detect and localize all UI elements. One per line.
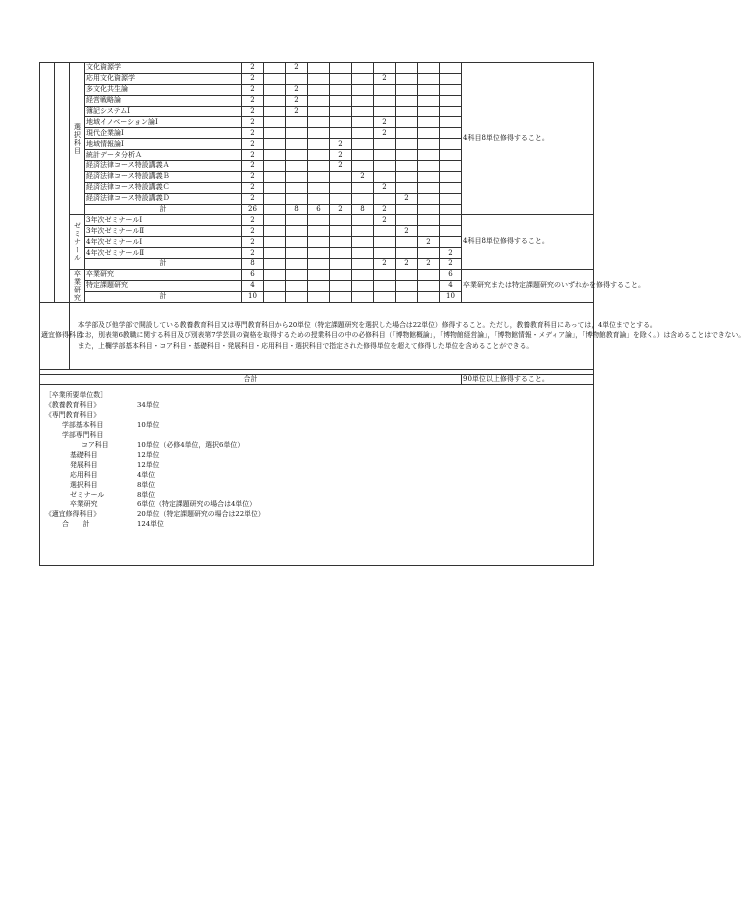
year-term-cell <box>396 237 418 248</box>
year-term-cell: 2 <box>330 139 352 150</box>
summary-label: 合 計 <box>62 520 90 529</box>
course-credits: 2 <box>242 128 264 139</box>
year-term-cell <box>396 84 418 95</box>
year-term-cell <box>352 248 374 259</box>
year-term-cell <box>264 182 286 193</box>
year-term-cell <box>264 73 286 84</box>
total-year-cell <box>330 259 352 270</box>
year-term-cell <box>330 106 352 117</box>
course-name: 卒業研究 <box>85 269 242 280</box>
year-term-cell <box>330 226 352 237</box>
year-term-cell <box>352 237 374 248</box>
summary-label: 《専門教育科目》 <box>45 411 101 420</box>
year-term-cell <box>352 73 374 84</box>
table-row <box>40 63 594 74</box>
year-term-cell <box>308 226 330 237</box>
graduation-requirements-summary <box>39 385 594 566</box>
year-term-cell <box>330 117 352 128</box>
year-term-cell <box>330 269 352 280</box>
year-term-cell <box>374 171 396 182</box>
year-term-cell <box>352 84 374 95</box>
year-term-cell <box>418 161 440 172</box>
year-term-cell <box>440 73 462 84</box>
course-credits: 2 <box>242 237 264 248</box>
year-term-cell <box>396 269 418 280</box>
total-year-cell <box>418 291 440 302</box>
course-name: 統計データ分析Ａ <box>85 150 242 161</box>
course-name: 特定課題研究 <box>85 280 242 291</box>
year-term-cell <box>330 215 352 226</box>
year-term-cell <box>418 63 440 74</box>
year-term-cell <box>440 95 462 106</box>
course-credits: 2 <box>242 193 264 204</box>
total-year-cell: 2 <box>330 204 352 215</box>
sentaku-group-label: 選択科目 <box>70 63 85 215</box>
total-credits: 10 <box>242 291 264 302</box>
total-year-cell <box>396 204 418 215</box>
course-name: 経済法律コース特設講義Ｄ <box>85 193 242 204</box>
year-term-cell <box>374 84 396 95</box>
year-term-cell <box>418 73 440 84</box>
course-credits: 2 <box>242 139 264 150</box>
grand-total-label: 合計 <box>40 374 462 385</box>
year-term-cell <box>418 139 440 150</box>
course-credits: 2 <box>242 63 264 74</box>
year-term-cell <box>440 84 462 95</box>
course-credits: 2 <box>242 182 264 193</box>
year-term-cell <box>286 128 308 139</box>
year-term-cell <box>352 269 374 280</box>
summary-value: 20単位（特定課題研究の場合は22単位） <box>137 510 265 519</box>
year-term-cell <box>264 128 286 139</box>
course-name: 経済法律コース特設講義Ａ <box>85 161 242 172</box>
course-credits: 2 <box>242 106 264 117</box>
year-term-cell <box>286 237 308 248</box>
course-name: 簿記システムⅠ <box>85 106 242 117</box>
year-term-cell <box>264 280 286 291</box>
course-credits: 4 <box>242 280 264 291</box>
total-year-cell: 2 <box>374 259 396 270</box>
year-term-cell <box>396 139 418 150</box>
course-credits: 2 <box>242 73 264 84</box>
summary-label: 学部専門科目 <box>62 431 104 440</box>
year-term-cell <box>352 215 374 226</box>
year-term-cell <box>440 171 462 182</box>
year-term-cell <box>352 128 374 139</box>
year-term-cell <box>330 128 352 139</box>
year-term-cell <box>374 150 396 161</box>
year-term-cell <box>330 193 352 204</box>
year-term-cell <box>264 193 286 204</box>
year-term-cell <box>264 161 286 172</box>
course-name: 多文化共生論 <box>85 84 242 95</box>
year-term-cell <box>352 226 374 237</box>
total-year-cell <box>286 259 308 270</box>
year-term-cell: 2 <box>418 237 440 248</box>
year-term-cell <box>264 171 286 182</box>
year-term-cell <box>440 150 462 161</box>
course-name: 地域イノベーション論Ⅰ <box>85 117 242 128</box>
table-row <box>40 215 594 226</box>
year-term-cell <box>374 226 396 237</box>
table-row <box>40 269 594 280</box>
year-term-cell <box>418 269 440 280</box>
tekigi-row <box>40 302 594 369</box>
year-term-cell: 2 <box>286 84 308 95</box>
year-term-cell <box>264 215 286 226</box>
course-name: 3年次ゼミナールⅡ <box>85 226 242 237</box>
course-name: 3年次ゼミナールⅠ <box>85 215 242 226</box>
year-term-cell <box>330 95 352 106</box>
year-term-cell <box>264 150 286 161</box>
year-term-cell: 2 <box>330 161 352 172</box>
year-term-cell <box>286 226 308 237</box>
tekigi-description <box>70 302 745 369</box>
year-term-cell <box>286 280 308 291</box>
year-term-cell <box>286 117 308 128</box>
year-term-cell <box>396 182 418 193</box>
total-year-cell: 2 <box>396 259 418 270</box>
year-term-cell <box>396 117 418 128</box>
year-term-cell <box>286 150 308 161</box>
year-term-cell <box>418 117 440 128</box>
year-term-cell <box>308 248 330 259</box>
year-term-cell <box>330 63 352 74</box>
year-term-cell <box>264 269 286 280</box>
total-year-cell <box>308 291 330 302</box>
summary-title: ［卒業所要単位数］ <box>45 391 108 400</box>
year-term-cell <box>440 215 462 226</box>
course-name: 経済法律コース特設講義Ｂ <box>85 171 242 182</box>
summary-value: 12単位 <box>137 450 160 459</box>
total-year-cell <box>308 259 330 270</box>
year-term-cell <box>396 280 418 291</box>
summary-label: 選択科目 <box>70 480 98 489</box>
year-term-cell <box>440 63 462 74</box>
year-term-cell <box>308 161 330 172</box>
year-term-cell: 4 <box>440 280 462 291</box>
summary-label: コア科目 <box>81 441 109 450</box>
year-term-cell <box>308 280 330 291</box>
year-term-cell <box>308 117 330 128</box>
year-term-cell <box>352 63 374 74</box>
seminar-requirement-note: 4科目8単位修得すること。 <box>462 215 594 269</box>
course-name: 応用文化資源学 <box>85 73 242 84</box>
year-term-cell: 2 <box>330 150 352 161</box>
total-label: 計 <box>85 291 242 302</box>
year-term-cell <box>418 193 440 204</box>
summary-value: 8単位 <box>137 490 156 499</box>
year-term-cell <box>440 182 462 193</box>
year-term-cell: 6 <box>440 269 462 280</box>
year-term-cell: 2 <box>286 63 308 74</box>
year-term-cell <box>418 128 440 139</box>
year-term-cell <box>440 128 462 139</box>
total-year-cell <box>264 204 286 215</box>
year-term-cell: 2 <box>374 215 396 226</box>
curriculum-table-page <box>39 62 745 566</box>
year-term-cell <box>440 117 462 128</box>
course-name: 4年次ゼミナールⅠ <box>85 237 242 248</box>
year-term-cell <box>440 237 462 248</box>
total-year-cell <box>352 291 374 302</box>
year-term-cell <box>418 95 440 106</box>
year-term-cell <box>286 182 308 193</box>
grand-total-row <box>40 374 594 385</box>
year-term-cell <box>264 226 286 237</box>
total-year-cell: 6 <box>308 204 330 215</box>
year-term-cell <box>308 95 330 106</box>
year-term-cell <box>286 139 308 150</box>
year-term-cell <box>352 193 374 204</box>
year-term-cell <box>374 269 396 280</box>
year-term-cell <box>308 84 330 95</box>
tekigi-paragraph: また，上欄学部基本科目・コア科目・基礎科目・発展科目・応用科目・選択科目で指定された修得単位を超えて修得した単位を含めることができる。 <box>77 341 534 350</box>
year-term-cell <box>330 237 352 248</box>
summary-value: 6単位（特定課題研究の場合は4単位） <box>137 500 257 509</box>
year-term-cell <box>418 106 440 117</box>
course-credits: 2 <box>242 150 264 161</box>
grand-total-note: 90単位以上修得すること。 <box>462 374 594 385</box>
total-year-cell <box>286 291 308 302</box>
year-term-cell <box>418 182 440 193</box>
year-term-cell <box>374 95 396 106</box>
summary-label: 基礎科目 <box>70 450 98 459</box>
year-term-cell <box>352 161 374 172</box>
year-term-cell <box>308 182 330 193</box>
year-term-cell <box>264 106 286 117</box>
year-term-cell <box>286 248 308 259</box>
sentaku-requirement-note: 4科目8単位修得すること。 <box>462 63 594 215</box>
year-term-cell: 2 <box>286 95 308 106</box>
year-term-cell <box>308 73 330 84</box>
summary-label: 《教養教育科目》 <box>45 401 101 410</box>
total-year-cell <box>330 291 352 302</box>
year-term-cell <box>308 193 330 204</box>
year-term-cell <box>374 161 396 172</box>
year-term-cell <box>396 73 418 84</box>
course-credits: 2 <box>242 84 264 95</box>
summary-label: 卒業研究 <box>70 500 98 509</box>
total-year-cell: 10 <box>440 291 462 302</box>
year-term-cell <box>352 280 374 291</box>
summary-value: 124単位 <box>137 520 164 529</box>
year-term-cell <box>396 128 418 139</box>
year-term-cell: 2 <box>440 248 462 259</box>
year-term-cell <box>330 182 352 193</box>
course-credits: 6 <box>242 269 264 280</box>
year-term-cell <box>308 171 330 182</box>
year-term-cell: 2 <box>374 73 396 84</box>
course-name: 経営戦略論 <box>85 95 242 106</box>
curriculum-table-body <box>40 63 745 385</box>
year-term-cell <box>308 63 330 74</box>
total-year-cell: 2 <box>418 259 440 270</box>
summary-label: 応用科目 <box>70 470 98 479</box>
year-term-cell <box>374 139 396 150</box>
year-term-cell <box>264 84 286 95</box>
year-term-cell <box>330 84 352 95</box>
total-year-cell <box>352 259 374 270</box>
summary-value: 4単位 <box>137 470 156 479</box>
year-term-cell <box>418 215 440 226</box>
year-term-cell <box>374 237 396 248</box>
year-term-cell: 2 <box>396 193 418 204</box>
year-term-cell <box>374 106 396 117</box>
course-credits: 2 <box>242 171 264 182</box>
year-term-cell <box>418 248 440 259</box>
year-term-cell <box>264 63 286 74</box>
year-term-cell <box>352 95 374 106</box>
year-term-cell <box>396 150 418 161</box>
total-year-cell: 8 <box>286 204 308 215</box>
year-term-cell <box>418 84 440 95</box>
year-term-cell <box>264 248 286 259</box>
summary-label: ゼミナール <box>70 490 105 499</box>
year-term-cell <box>286 73 308 84</box>
year-term-cell <box>374 280 396 291</box>
year-term-cell <box>396 63 418 74</box>
course-name: 4年次ゼミナールⅡ <box>85 248 242 259</box>
year-term-cell <box>264 117 286 128</box>
year-term-cell: 2 <box>374 128 396 139</box>
summary-value: 12単位 <box>137 460 160 469</box>
year-term-cell <box>440 161 462 172</box>
course-credits: 2 <box>242 215 264 226</box>
year-term-cell <box>330 73 352 84</box>
year-term-cell <box>264 139 286 150</box>
summary-label: 《適宜修得科目》 <box>45 510 101 519</box>
course-name: 地域情報論Ⅰ <box>85 139 242 150</box>
year-term-cell <box>396 248 418 259</box>
course-name: 経済法律コース特設講義Ｃ <box>85 182 242 193</box>
total-label: 計 <box>85 204 242 215</box>
year-term-cell <box>396 215 418 226</box>
total-year-cell: 8 <box>352 204 374 215</box>
year-term-cell: 2 <box>374 182 396 193</box>
total-year-cell <box>440 204 462 215</box>
year-term-cell: 2 <box>286 106 308 117</box>
year-term-cell <box>308 139 330 150</box>
total-year-cell: 2 <box>440 259 462 270</box>
total-year-cell <box>396 291 418 302</box>
inner-category-cell <box>55 63 70 303</box>
summary-value: 10単位 <box>137 421 160 430</box>
total-year-cell: 2 <box>374 204 396 215</box>
total-year-cell <box>264 291 286 302</box>
year-term-cell <box>308 269 330 280</box>
course-credits: 2 <box>242 95 264 106</box>
course-name: 現代企業論Ⅰ <box>85 128 242 139</box>
summary-value: 34単位 <box>137 401 160 410</box>
year-term-cell <box>440 139 462 150</box>
tekigi-paragraph: なお，別表第6教職に関する科目及び別表第7学芸員の資格を取得するための授業科目の中の必修科目（「博物館概論」，「博物館経営論」，「博物館情報・メディア論」，「博物館教育論」を除く。）は含めることはできない。 <box>77 331 745 340</box>
year-term-cell <box>374 63 396 74</box>
year-term-cell <box>330 248 352 259</box>
tekigi-paragraph: 本学部及び他学部で開設している教養教育科目又は専門教育科目から20単位（特定課題研究を選択した場合は22単位）修得すること。ただし，教養教育科目にあっては，4単位までとする。 <box>77 320 657 329</box>
year-term-cell <box>286 269 308 280</box>
total-year-cell <box>374 291 396 302</box>
summary-label: 学部基本科目 <box>62 421 104 430</box>
summary-value: 10単位（必修4単位，選択6単位） <box>137 441 245 450</box>
year-term-cell <box>418 171 440 182</box>
year-term-cell <box>440 226 462 237</box>
summary-value: 8単位 <box>137 480 156 489</box>
sotsugyo-group-label: 卒業研究 <box>70 269 85 302</box>
year-term-cell <box>374 193 396 204</box>
year-term-cell <box>308 150 330 161</box>
year-term-cell: 2 <box>374 117 396 128</box>
year-term-cell <box>352 106 374 117</box>
course-credits: 2 <box>242 226 264 237</box>
year-term-cell <box>308 106 330 117</box>
year-term-cell <box>330 171 352 182</box>
total-credits: 8 <box>242 259 264 270</box>
year-term-cell <box>352 150 374 161</box>
year-term-cell <box>396 161 418 172</box>
year-term-cell <box>352 182 374 193</box>
total-credits: 26 <box>242 204 264 215</box>
year-term-cell <box>440 106 462 117</box>
course-credits: 2 <box>242 161 264 172</box>
year-term-cell <box>352 139 374 150</box>
year-term-cell <box>308 128 330 139</box>
total-year-cell <box>418 204 440 215</box>
total-label: 計 <box>85 259 242 270</box>
course-name: 文化資源学 <box>85 63 242 74</box>
year-term-cell <box>352 117 374 128</box>
year-term-cell <box>418 150 440 161</box>
year-term-cell <box>330 280 352 291</box>
course-credits: 2 <box>242 248 264 259</box>
year-term-cell <box>286 215 308 226</box>
course-credits: 2 <box>242 117 264 128</box>
curriculum-table <box>39 62 745 385</box>
year-term-cell: 2 <box>352 171 374 182</box>
year-term-cell <box>286 161 308 172</box>
year-term-cell <box>396 106 418 117</box>
year-term-cell <box>396 171 418 182</box>
total-year-cell <box>264 259 286 270</box>
outer-category-cell <box>40 63 55 303</box>
year-term-cell: 2 <box>396 226 418 237</box>
year-term-cell <box>286 171 308 182</box>
summary-label: 発展科目 <box>70 460 98 469</box>
tekigi-label: 適宜修得科目 <box>40 302 70 369</box>
year-term-cell <box>308 237 330 248</box>
seminar-group-label: ゼミナール <box>70 215 85 269</box>
year-term-cell <box>374 248 396 259</box>
sotsugyo-requirement-note: 卒業研究または特定課題研究のいずれかを修得すること。 <box>462 269 594 302</box>
year-term-cell <box>418 280 440 291</box>
year-term-cell <box>440 193 462 204</box>
year-term-cell <box>264 237 286 248</box>
year-term-cell <box>286 193 308 204</box>
year-term-cell <box>396 95 418 106</box>
year-term-cell <box>264 95 286 106</box>
year-term-cell <box>418 226 440 237</box>
year-term-cell <box>308 215 330 226</box>
